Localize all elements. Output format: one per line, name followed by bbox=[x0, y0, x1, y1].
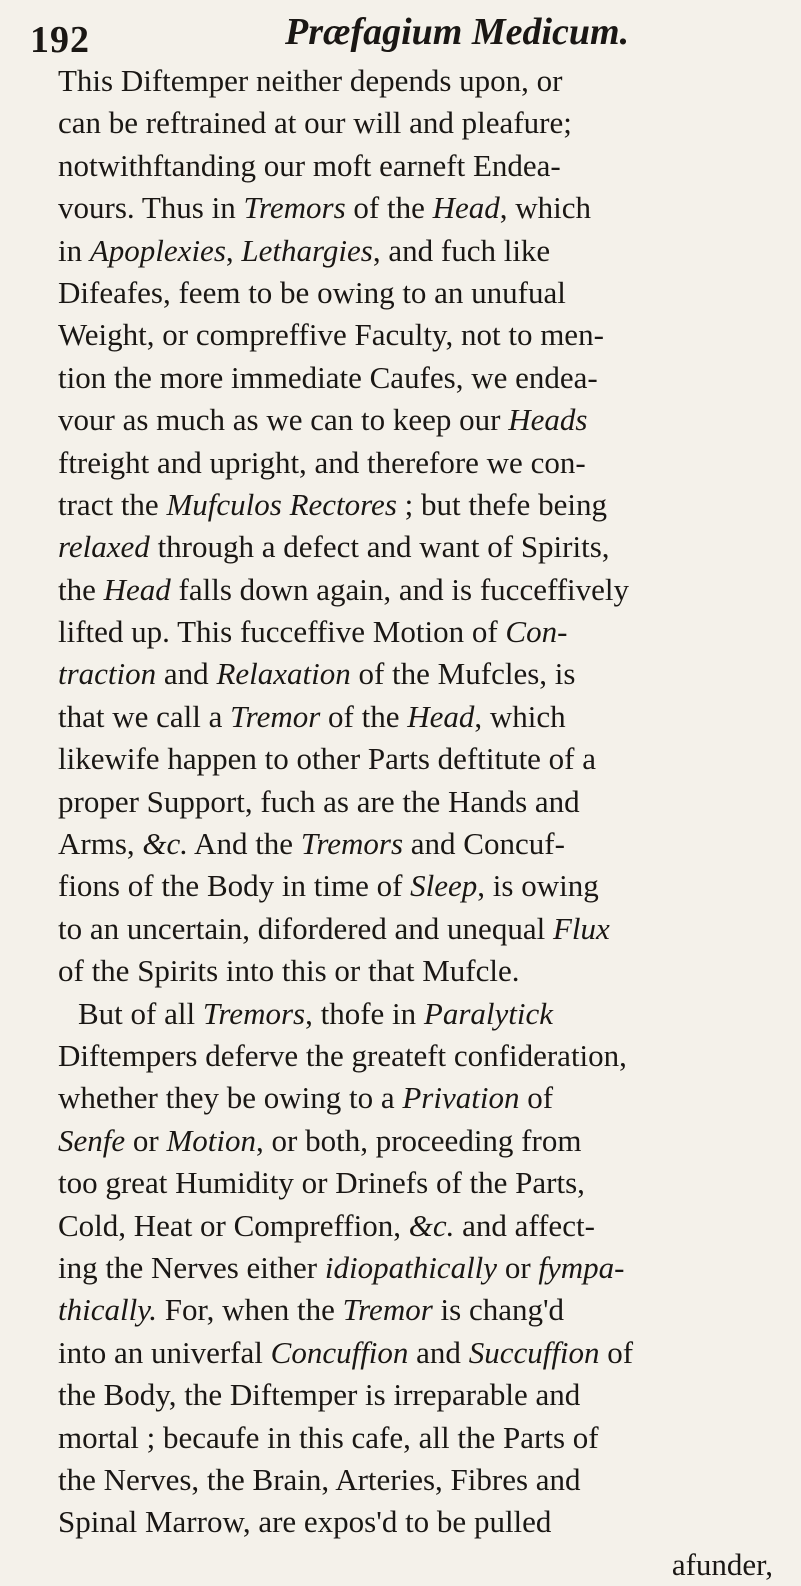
text-segment: But of all bbox=[78, 995, 203, 1031]
italic-text: fympa- bbox=[538, 1249, 625, 1285]
text-segment: afunder, bbox=[671, 1546, 773, 1582]
italic-text: Tremors bbox=[243, 190, 346, 226]
text-line bbox=[58, 357, 793, 399]
text-line bbox=[58, 569, 793, 611]
text-segment: or bbox=[125, 1122, 167, 1158]
text-line bbox=[58, 187, 793, 229]
text-segment: mortal ; becaufe in this cafe, all the Parts of bbox=[58, 1419, 599, 1455]
italic-text: &c. bbox=[408, 1207, 455, 1243]
text-segment: and bbox=[408, 1334, 469, 1370]
text-line bbox=[58, 145, 793, 187]
text-segment: notwithftanding our moft earneft Endea- bbox=[58, 147, 561, 183]
italic-text: Concuffion bbox=[270, 1334, 409, 1370]
text-line bbox=[58, 1459, 793, 1501]
text-line bbox=[58, 484, 793, 526]
text-segment: that we call a bbox=[58, 698, 231, 734]
text-segment: of bbox=[519, 1080, 554, 1116]
text-line bbox=[58, 696, 793, 738]
italic-text: Succuffion bbox=[468, 1334, 600, 1370]
text-segment: tion the more immediate Caufes, we endea- bbox=[58, 359, 598, 395]
text-line bbox=[58, 993, 793, 1035]
text-segment: For, when the bbox=[157, 1292, 343, 1328]
text-segment: Weight, or compreffive Faculty, not to men- bbox=[58, 317, 604, 353]
text-segment: the Nerves, the Brain, Arteries, Fibres and bbox=[58, 1461, 581, 1497]
text-segment: ftreight and upright, and therefore we con- bbox=[58, 444, 586, 480]
text-segment: , bbox=[225, 232, 242, 268]
text-line bbox=[58, 314, 793, 356]
italic-text: Motion bbox=[166, 1122, 257, 1158]
text-segment: likewife happen to other Parts deftitute of a bbox=[58, 741, 597, 777]
text-segment: and bbox=[156, 656, 217, 692]
italic-text: traction bbox=[58, 656, 157, 692]
text-segment: of bbox=[599, 1334, 634, 1370]
italic-text: Head bbox=[407, 698, 475, 734]
text-segment: Spinal Marrow, are expos'd to be pulled bbox=[58, 1504, 552, 1540]
italic-text: idiopathically bbox=[324, 1249, 498, 1285]
text-segment: And the bbox=[188, 826, 301, 862]
text-segment: falls down again, and is fucceffively bbox=[170, 571, 630, 607]
text-segment: , and fuch like bbox=[372, 232, 551, 268]
text-line bbox=[58, 102, 793, 144]
italic-text: Tremors bbox=[202, 995, 306, 1031]
text-segment: , which bbox=[474, 698, 566, 734]
text-segment: Difeafes, feem to be owing to an unufual bbox=[58, 274, 566, 310]
text-line bbox=[58, 60, 793, 102]
text-line bbox=[58, 1501, 793, 1543]
text-line bbox=[58, 1374, 793, 1416]
text-segment: This Diftemper neither depends upon, or bbox=[58, 63, 563, 98]
text-segment: fions of the Body in time of bbox=[58, 868, 411, 904]
text-line bbox=[58, 1162, 793, 1204]
text-line bbox=[58, 865, 793, 907]
italic-text: Tremor bbox=[342, 1292, 433, 1328]
text-line bbox=[58, 611, 793, 653]
italic-text: Sleep bbox=[410, 868, 478, 904]
text-segment: through a defect and want of Spirits, bbox=[149, 529, 610, 565]
text-segment: and affect- bbox=[454, 1207, 595, 1243]
italic-text: thically. bbox=[58, 1292, 158, 1328]
italic-text: Senfe bbox=[58, 1122, 126, 1158]
italic-text: &c. bbox=[142, 826, 189, 862]
text-line bbox=[58, 781, 793, 823]
text-line bbox=[58, 399, 793, 441]
text-line bbox=[58, 950, 793, 992]
text-segment: in bbox=[58, 232, 90, 268]
text-segment: lifted up. This fucceffive Motion of bbox=[58, 614, 506, 650]
italic-text: relaxed bbox=[58, 529, 150, 565]
text-segment: , which bbox=[499, 190, 592, 226]
page-number: 192 bbox=[30, 19, 90, 61]
italic-text: Con- bbox=[505, 614, 568, 650]
text-segment: and Concuf- bbox=[403, 826, 565, 862]
text-segment: , or both, proceeding from bbox=[256, 1122, 582, 1158]
text-segment: vours. Thus in bbox=[58, 190, 244, 226]
italic-text: Mufculos Rectores bbox=[166, 486, 397, 522]
text-segment: , is owing bbox=[477, 868, 599, 904]
text-segment: to an uncertain, difordered and unequal bbox=[58, 910, 553, 946]
italic-text: Head bbox=[432, 190, 500, 226]
text-segment: ing the Nerves either bbox=[58, 1249, 325, 1285]
text-line bbox=[58, 1247, 793, 1289]
text-segment: of the Mufcles, is bbox=[350, 656, 576, 692]
italic-text: Tremors bbox=[300, 826, 404, 862]
body-text bbox=[58, 60, 793, 1586]
italic-text: Heads bbox=[508, 402, 588, 438]
text-segment: can be reftrained at our will and pleafure; bbox=[58, 105, 572, 141]
text-segment: the Body, the Diftemper is irreparable and bbox=[58, 1377, 581, 1413]
text-line bbox=[58, 272, 793, 314]
text-segment: into an univerfal bbox=[58, 1334, 271, 1370]
text-segment: vour as much as we can to keep our bbox=[58, 402, 509, 438]
text-line bbox=[58, 1205, 793, 1247]
text-segment: Diftempers deferve the greateft confideration, bbox=[58, 1037, 627, 1073]
page-header bbox=[30, 10, 790, 61]
text-segment: whether they be owing to a bbox=[58, 1080, 403, 1116]
italic-text: Head bbox=[103, 571, 171, 607]
italic-text: Apoplexies bbox=[89, 232, 226, 268]
text-segment: too great Humidity or Drinefs of the Parts, bbox=[58, 1165, 585, 1201]
text-line bbox=[58, 1077, 793, 1119]
italic-text: Lethargies bbox=[241, 232, 373, 268]
text-segment: tract the bbox=[58, 486, 167, 522]
text-line bbox=[58, 823, 793, 865]
italic-text: Privation bbox=[402, 1080, 520, 1116]
text-segment: Cold, Heat or Compreffion, bbox=[58, 1207, 409, 1243]
text-line bbox=[58, 1120, 793, 1162]
text-segment: ; but thefe being bbox=[396, 486, 607, 522]
text-segment: the bbox=[58, 571, 104, 607]
text-segment: is chang'd bbox=[432, 1292, 565, 1328]
text-line bbox=[58, 908, 793, 950]
text-line bbox=[58, 1332, 793, 1374]
text-line bbox=[58, 526, 793, 568]
running-head: Præfagium Medicum. bbox=[285, 11, 630, 53]
text-line bbox=[58, 1289, 793, 1331]
text-segment: or bbox=[497, 1249, 539, 1285]
text-line bbox=[58, 653, 793, 695]
text-segment: proper Support, fuch as are the Hands and bbox=[58, 783, 580, 819]
italic-text: Relaxation bbox=[216, 656, 351, 692]
text-line bbox=[58, 1035, 793, 1077]
italic-text: Tremor bbox=[230, 698, 321, 734]
text-line bbox=[58, 230, 793, 272]
italic-text: Flux bbox=[552, 910, 610, 946]
text-line bbox=[58, 1544, 793, 1586]
text-segment: Arms, bbox=[58, 826, 143, 862]
text-segment: of the bbox=[345, 190, 433, 226]
text-line bbox=[58, 1417, 793, 1459]
text-line bbox=[58, 442, 793, 484]
italic-text: Paralytick bbox=[423, 995, 554, 1031]
text-segment: of the Spirits into this or that Mufcle. bbox=[58, 953, 520, 989]
text-line bbox=[58, 738, 793, 780]
text-segment: , thofe in bbox=[305, 995, 424, 1031]
text-segment: of the bbox=[320, 698, 408, 734]
